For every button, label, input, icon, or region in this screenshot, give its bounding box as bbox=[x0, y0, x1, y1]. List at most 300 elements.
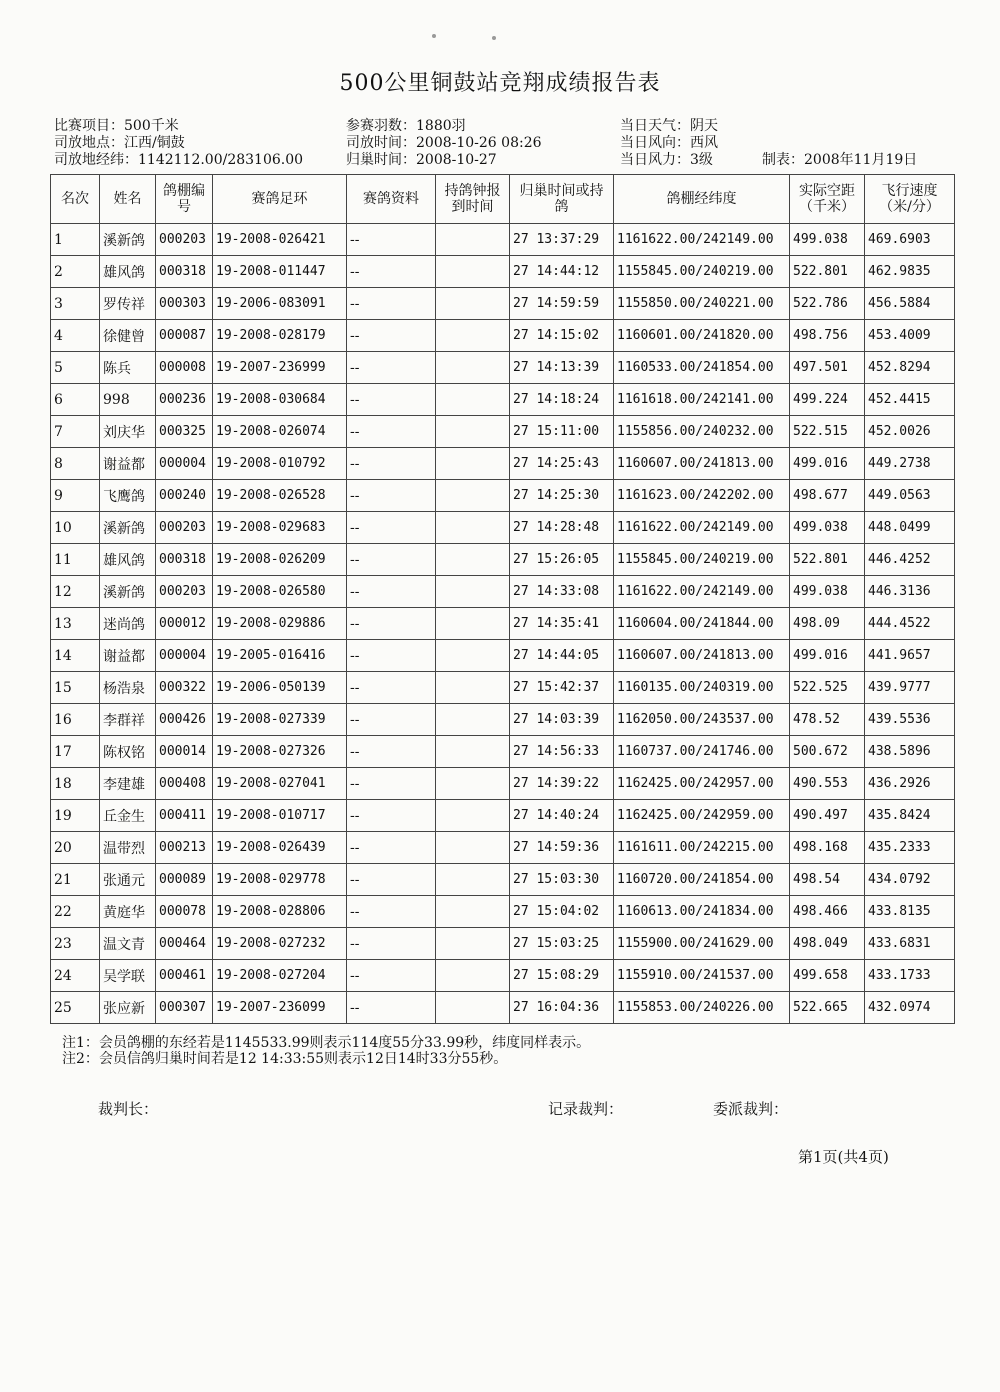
distance-cell: 499.224 bbox=[790, 384, 865, 416]
name-cell: 温带烈 bbox=[100, 832, 156, 864]
rank-cell: 13 bbox=[51, 608, 100, 640]
release-location-label: 司放地点： bbox=[54, 135, 124, 151]
loft-coordinates-cell: 1161618.00/242141.00 bbox=[614, 384, 790, 416]
loft-id-cell: 000089 bbox=[156, 864, 213, 896]
rank-cell: 7 bbox=[51, 416, 100, 448]
ring-number-cell: 19-2008-010792 bbox=[213, 448, 347, 480]
pigeon-info-cell: -- bbox=[347, 416, 436, 448]
rank-cell: 2 bbox=[51, 256, 100, 288]
loft-coordinates-cell: 1161623.00/242202.00 bbox=[614, 480, 790, 512]
loft-id-cell: 000236 bbox=[156, 384, 213, 416]
arrival-time-cell: 27 14:25:30 bbox=[510, 480, 614, 512]
arrival-time-cell: 27 15:42:37 bbox=[510, 672, 614, 704]
table-row bbox=[51, 384, 955, 416]
distance-cell: 498.168 bbox=[790, 832, 865, 864]
loft-coordinates-cell: 1155845.00/240219.00 bbox=[614, 544, 790, 576]
loft-id-cell: 000318 bbox=[156, 544, 213, 576]
table-row bbox=[51, 672, 955, 704]
arrival-time-cell: 27 15:08:29 bbox=[510, 960, 614, 992]
name-cell: 温文青 bbox=[100, 928, 156, 960]
arrival-time-cell: 27 14:39:22 bbox=[510, 768, 614, 800]
speed-cell: 438.5896 bbox=[865, 736, 955, 768]
loft-id-cell: 000078 bbox=[156, 896, 213, 928]
clock-report-cell bbox=[436, 576, 510, 608]
name-cell: 刘庆华 bbox=[100, 416, 156, 448]
pigeon-info-cell: -- bbox=[347, 960, 436, 992]
name-cell: 罗传祥 bbox=[100, 288, 156, 320]
table-row bbox=[51, 704, 955, 736]
distance-cell: 522.801 bbox=[790, 544, 865, 576]
rank-cell: 3 bbox=[51, 288, 100, 320]
name-cell: 飞鹰鸽 bbox=[100, 480, 156, 512]
speed-cell: 435.2333 bbox=[865, 832, 955, 864]
loft-coordinates-cell: 1160135.00/240319.00 bbox=[614, 672, 790, 704]
table-header-row bbox=[51, 175, 955, 224]
ring-number-cell: 19-2008-027204 bbox=[213, 960, 347, 992]
distance-cell: 498.049 bbox=[790, 928, 865, 960]
ring-number-cell: 19-2008-027326 bbox=[213, 736, 347, 768]
arrival-time-cell: 27 15:04:02 bbox=[510, 896, 614, 928]
pigeon-info-cell: -- bbox=[347, 640, 436, 672]
footnote-1: 注1：会员鸽棚的东经若是1145533.99则表示114度55分33.99秒，纬度同样表示。 bbox=[62, 1035, 591, 1051]
distance-cell: 522.801 bbox=[790, 256, 865, 288]
pigeon-info-cell: -- bbox=[347, 992, 436, 1024]
loft-id-cell: 000307 bbox=[156, 992, 213, 1024]
arrival-time-cell: 27 14:59:36 bbox=[510, 832, 614, 864]
release-coordinates-label: 司放地经纬： bbox=[54, 152, 138, 168]
ring-number-cell: 19-2008-029683 bbox=[213, 512, 347, 544]
name-cell: 雄风鸽 bbox=[100, 544, 156, 576]
arrival-time-cell: 27 15:26:05 bbox=[510, 544, 614, 576]
pigeon-info-cell: -- bbox=[347, 256, 436, 288]
rank-cell: 17 bbox=[51, 736, 100, 768]
footnotes bbox=[62, 1035, 590, 1067]
release-coordinates bbox=[54, 152, 303, 169]
rank-cell: 20 bbox=[51, 832, 100, 864]
column-header: 鸽棚编号 bbox=[156, 175, 213, 224]
clock-report-cell bbox=[436, 928, 510, 960]
speed-cell: 453.4009 bbox=[865, 320, 955, 352]
pigeon-info-cell: -- bbox=[347, 384, 436, 416]
column-header: 鸽棚经纬度 bbox=[614, 175, 790, 224]
name-cell: 吴学联 bbox=[100, 960, 156, 992]
column-header: 持鸽钟报到时间 bbox=[436, 175, 510, 224]
paper-speck bbox=[432, 34, 436, 38]
loft-id-cell: 000012 bbox=[156, 608, 213, 640]
clock-report-cell bbox=[436, 704, 510, 736]
pigeon-info-cell: -- bbox=[347, 864, 436, 896]
loft-id-cell: 000240 bbox=[156, 480, 213, 512]
table-made-date bbox=[762, 152, 917, 169]
arrival-time-cell: 27 14:44:05 bbox=[510, 640, 614, 672]
speed-cell: 435.8424 bbox=[865, 800, 955, 832]
distance-cell: 499.038 bbox=[790, 512, 865, 544]
clock-report-cell bbox=[436, 512, 510, 544]
footnote-2: 注2：会员信鸽归巢时间若是12 14:33:55则表示12日14时33分55秒。 bbox=[62, 1051, 508, 1067]
speed-cell: 452.8294 bbox=[865, 352, 955, 384]
ring-number-cell: 19-2008-010717 bbox=[213, 800, 347, 832]
distance-cell: 522.786 bbox=[790, 288, 865, 320]
ring-number-cell: 19-2008-026580 bbox=[213, 576, 347, 608]
table-row bbox=[51, 224, 955, 256]
rank-cell: 22 bbox=[51, 896, 100, 928]
loft-coordinates-cell: 1155845.00/240219.00 bbox=[614, 256, 790, 288]
speed-cell: 432.0974 bbox=[865, 992, 955, 1024]
wind-direction bbox=[620, 135, 718, 152]
column-header: 名次 bbox=[51, 175, 100, 224]
distance-cell: 498.756 bbox=[790, 320, 865, 352]
table-row bbox=[51, 832, 955, 864]
rank-cell: 9 bbox=[51, 480, 100, 512]
loft-id-cell: 000303 bbox=[156, 288, 213, 320]
name-cell: 谢益都 bbox=[100, 640, 156, 672]
name-cell: 李建雄 bbox=[100, 768, 156, 800]
rank-cell: 4 bbox=[51, 320, 100, 352]
ring-number-cell: 19-2008-029778 bbox=[213, 864, 347, 896]
pigeon-info-cell: -- bbox=[347, 928, 436, 960]
clock-report-cell bbox=[436, 448, 510, 480]
recording-judge-label: 记录裁判： bbox=[548, 1100, 624, 1118]
table-row bbox=[51, 960, 955, 992]
ring-number-cell: 19-2006-083091 bbox=[213, 288, 347, 320]
pigeon-info-cell: -- bbox=[347, 288, 436, 320]
pigeon-info-cell: -- bbox=[347, 896, 436, 928]
made-date-value: 2008年11月19日 bbox=[804, 152, 918, 168]
distance-cell: 490.497 bbox=[790, 800, 865, 832]
rank-cell: 6 bbox=[51, 384, 100, 416]
loft-id-cell: 000004 bbox=[156, 448, 213, 480]
pigeon-info-cell: -- bbox=[347, 736, 436, 768]
ring-number-cell: 19-2008-028179 bbox=[213, 320, 347, 352]
clock-report-cell bbox=[436, 832, 510, 864]
clock-report-cell bbox=[436, 256, 510, 288]
loft-coordinates-cell: 1160607.00/241813.00 bbox=[614, 640, 790, 672]
loft-coordinates-cell: 1160720.00/241854.00 bbox=[614, 864, 790, 896]
speed-cell: 452.0026 bbox=[865, 416, 955, 448]
loft-coordinates-cell: 1155853.00/240226.00 bbox=[614, 992, 790, 1024]
rank-cell: 25 bbox=[51, 992, 100, 1024]
name-cell: 溪新鸽 bbox=[100, 576, 156, 608]
speed-cell: 449.0563 bbox=[865, 480, 955, 512]
distance-cell: 499.658 bbox=[790, 960, 865, 992]
clock-report-cell bbox=[436, 608, 510, 640]
arrival-time-cell: 27 15:03:30 bbox=[510, 864, 614, 896]
table-body bbox=[51, 224, 955, 1024]
column-header: 实际空距（千米） bbox=[790, 175, 865, 224]
loft-coordinates-cell: 1155900.00/241629.00 bbox=[614, 928, 790, 960]
rank-cell: 18 bbox=[51, 768, 100, 800]
release-time-value: 2008-10-26 08:26 bbox=[416, 135, 542, 151]
name-cell: 雄风鸽 bbox=[100, 256, 156, 288]
distance-cell: 498.09 bbox=[790, 608, 865, 640]
loft-id-cell: 000461 bbox=[156, 960, 213, 992]
speed-cell: 449.2738 bbox=[865, 448, 955, 480]
table-row bbox=[51, 800, 955, 832]
ring-number-cell: 19-2008-027339 bbox=[213, 704, 347, 736]
arrival-time-cell: 27 14:35:41 bbox=[510, 608, 614, 640]
name-cell: 张应新 bbox=[100, 992, 156, 1024]
ring-number-cell: 19-2008-029886 bbox=[213, 608, 347, 640]
distance-cell: 499.038 bbox=[790, 576, 865, 608]
table-row bbox=[51, 928, 955, 960]
distance-cell: 499.016 bbox=[790, 640, 865, 672]
name-cell: 溪新鸽 bbox=[100, 224, 156, 256]
loft-id-cell: 000014 bbox=[156, 736, 213, 768]
name-cell: 陈兵 bbox=[100, 352, 156, 384]
table-row bbox=[51, 288, 955, 320]
arrival-time-cell: 27 13:37:29 bbox=[510, 224, 614, 256]
speed-cell: 446.4252 bbox=[865, 544, 955, 576]
speed-cell: 439.5536 bbox=[865, 704, 955, 736]
ring-number-cell: 19-2006-050139 bbox=[213, 672, 347, 704]
chief-judge-label: 裁判长： bbox=[98, 1100, 159, 1118]
loft-id-cell: 000411 bbox=[156, 800, 213, 832]
entry-count bbox=[346, 118, 542, 135]
wind-force-value: 3级 bbox=[690, 152, 713, 168]
pigeon-info-cell: -- bbox=[347, 768, 436, 800]
table-row bbox=[51, 864, 955, 896]
distance-cell: 522.515 bbox=[790, 416, 865, 448]
column-header: 赛鸽资料 bbox=[347, 175, 436, 224]
arrival-time-cell: 27 14:56:33 bbox=[510, 736, 614, 768]
table-row bbox=[51, 320, 955, 352]
name-cell: 溪新鸽 bbox=[100, 512, 156, 544]
rank-cell: 24 bbox=[51, 960, 100, 992]
wind-force bbox=[620, 152, 718, 169]
pigeon-info-cell: -- bbox=[347, 704, 436, 736]
arrival-time-cell: 27 14:25:43 bbox=[510, 448, 614, 480]
loft-coordinates-cell: 1162425.00/242959.00 bbox=[614, 800, 790, 832]
race-info-col-2 bbox=[346, 118, 542, 169]
distance-cell: 498.54 bbox=[790, 864, 865, 896]
table-row bbox=[51, 736, 955, 768]
loft-id-cell: 000203 bbox=[156, 512, 213, 544]
entry-count-label: 参赛羽数： bbox=[346, 118, 416, 134]
distance-cell: 522.525 bbox=[790, 672, 865, 704]
clock-report-cell bbox=[436, 320, 510, 352]
pigeon-info-cell: -- bbox=[347, 832, 436, 864]
loft-coordinates-cell: 1161622.00/242149.00 bbox=[614, 224, 790, 256]
loft-coordinates-cell: 1161622.00/242149.00 bbox=[614, 576, 790, 608]
column-header: 姓名 bbox=[100, 175, 156, 224]
rank-cell: 8 bbox=[51, 448, 100, 480]
arrival-time-cell: 27 14:59:59 bbox=[510, 288, 614, 320]
loft-id-cell: 000318 bbox=[156, 256, 213, 288]
table-row bbox=[51, 640, 955, 672]
distance-cell: 499.016 bbox=[790, 448, 865, 480]
loft-id-cell: 000004 bbox=[156, 640, 213, 672]
ring-number-cell: 19-2007-236099 bbox=[213, 992, 347, 1024]
column-header: 飞行速度（米/分） bbox=[865, 175, 955, 224]
loft-coordinates-cell: 1160601.00/241820.00 bbox=[614, 320, 790, 352]
speed-cell: 434.0792 bbox=[865, 864, 955, 896]
loft-id-cell: 000464 bbox=[156, 928, 213, 960]
race-item-value: 500千米 bbox=[124, 118, 179, 134]
rank-cell: 19 bbox=[51, 800, 100, 832]
table-row bbox=[51, 576, 955, 608]
name-cell: 黄庭华 bbox=[100, 896, 156, 928]
entry-count-value: 1880羽 bbox=[416, 118, 466, 134]
loft-coordinates-cell: 1155850.00/240221.00 bbox=[614, 288, 790, 320]
ring-number-cell: 19-2005-016416 bbox=[213, 640, 347, 672]
pigeon-info-cell: -- bbox=[347, 576, 436, 608]
speed-cell: 433.6831 bbox=[865, 928, 955, 960]
race-item-label: 比赛项目： bbox=[54, 118, 124, 134]
race-info-col-1 bbox=[54, 118, 303, 169]
rank-cell: 10 bbox=[51, 512, 100, 544]
table-row bbox=[51, 480, 955, 512]
name-cell: 迷尚鸽 bbox=[100, 608, 156, 640]
return-time-label: 归巢时间： bbox=[346, 152, 416, 168]
release-time-label: 司放时间： bbox=[346, 135, 416, 151]
rank-cell: 5 bbox=[51, 352, 100, 384]
arrival-time-cell: 27 14:44:12 bbox=[510, 256, 614, 288]
clock-report-cell bbox=[436, 960, 510, 992]
table-row bbox=[51, 512, 955, 544]
pigeon-info-cell: -- bbox=[347, 608, 436, 640]
distance-cell: 478.52 bbox=[790, 704, 865, 736]
clock-report-cell bbox=[436, 992, 510, 1024]
name-cell: 张通元 bbox=[100, 864, 156, 896]
table-row bbox=[51, 608, 955, 640]
rank-cell: 1 bbox=[51, 224, 100, 256]
page-title: 500公里铜鼓站竞翔成绩报告表 bbox=[339, 71, 661, 96]
table-row bbox=[51, 352, 955, 384]
clock-report-cell bbox=[436, 800, 510, 832]
loft-coordinates-cell: 1155910.00/241537.00 bbox=[614, 960, 790, 992]
speed-cell: 452.4415 bbox=[865, 384, 955, 416]
distance-cell: 499.038 bbox=[790, 224, 865, 256]
loft-id-cell: 000325 bbox=[156, 416, 213, 448]
loft-coordinates-cell: 1160607.00/241813.00 bbox=[614, 448, 790, 480]
speed-cell: 462.9835 bbox=[865, 256, 955, 288]
pigeon-info-cell: -- bbox=[347, 480, 436, 512]
table-row bbox=[51, 416, 955, 448]
clock-report-cell bbox=[436, 288, 510, 320]
ring-number-cell: 19-2008-027232 bbox=[213, 928, 347, 960]
ring-number-cell: 19-2008-026421 bbox=[213, 224, 347, 256]
ring-number-cell: 19-2008-028806 bbox=[213, 896, 347, 928]
speed-cell: 444.4522 bbox=[865, 608, 955, 640]
name-cell: 丘金生 bbox=[100, 800, 156, 832]
race-info-col-3 bbox=[620, 118, 718, 169]
column-header: 归巢时间或持鸽 bbox=[510, 175, 614, 224]
speed-cell: 441.9657 bbox=[865, 640, 955, 672]
pigeon-info-cell: -- bbox=[347, 544, 436, 576]
arrival-time-cell: 27 14:40:24 bbox=[510, 800, 614, 832]
clock-report-cell bbox=[436, 352, 510, 384]
column-header: 赛鸽足环 bbox=[213, 175, 347, 224]
arrival-time-cell: 27 14:33:08 bbox=[510, 576, 614, 608]
loft-coordinates-cell: 1160737.00/241746.00 bbox=[614, 736, 790, 768]
pigeon-info-cell: -- bbox=[347, 352, 436, 384]
table-row bbox=[51, 448, 955, 480]
loft-coordinates-cell: 1160533.00/241854.00 bbox=[614, 352, 790, 384]
distance-cell: 498.466 bbox=[790, 896, 865, 928]
ring-number-cell: 19-2008-026528 bbox=[213, 480, 347, 512]
return-time-value: 2008-10-27 bbox=[416, 152, 497, 168]
clock-report-cell bbox=[436, 480, 510, 512]
loft-coordinates-cell: 1160613.00/241834.00 bbox=[614, 896, 790, 928]
wind-force-label: 当日风力： bbox=[620, 152, 690, 168]
name-cell: 徐健曾 bbox=[100, 320, 156, 352]
table-row bbox=[51, 256, 955, 288]
loft-id-cell: 000008 bbox=[156, 352, 213, 384]
table-row bbox=[51, 896, 955, 928]
weather-label: 当日天气： bbox=[620, 118, 690, 134]
loft-id-cell: 000322 bbox=[156, 672, 213, 704]
clock-report-cell bbox=[436, 896, 510, 928]
speed-cell: 448.0499 bbox=[865, 512, 955, 544]
name-cell: 998 bbox=[100, 384, 156, 416]
speed-cell: 446.3136 bbox=[865, 576, 955, 608]
pigeon-info-cell: -- bbox=[347, 448, 436, 480]
clock-report-cell bbox=[436, 384, 510, 416]
race-item bbox=[54, 118, 303, 135]
ring-number-cell: 19-2008-026209 bbox=[213, 544, 347, 576]
results-table bbox=[50, 174, 955, 1024]
loft-id-cell: 000203 bbox=[156, 224, 213, 256]
clock-report-cell bbox=[436, 736, 510, 768]
speed-cell: 469.6903 bbox=[865, 224, 955, 256]
rank-cell: 16 bbox=[51, 704, 100, 736]
rank-cell: 15 bbox=[51, 672, 100, 704]
loft-coordinates-cell: 1161611.00/242215.00 bbox=[614, 832, 790, 864]
loft-id-cell: 000408 bbox=[156, 768, 213, 800]
clock-report-cell bbox=[436, 672, 510, 704]
loft-coordinates-cell: 1160604.00/241844.00 bbox=[614, 608, 790, 640]
speed-cell: 456.5884 bbox=[865, 288, 955, 320]
ring-number-cell: 19-2008-027041 bbox=[213, 768, 347, 800]
name-cell: 陈权铭 bbox=[100, 736, 156, 768]
clock-report-cell bbox=[436, 544, 510, 576]
pigeon-info-cell: -- bbox=[347, 512, 436, 544]
paper-speck bbox=[492, 36, 496, 40]
release-location-value: 江西/铜鼓 bbox=[124, 135, 185, 151]
ring-number-cell: 19-2008-011447 bbox=[213, 256, 347, 288]
clock-report-cell bbox=[436, 224, 510, 256]
ring-number-cell: 19-2008-026074 bbox=[213, 416, 347, 448]
pigeon-info-cell: -- bbox=[347, 320, 436, 352]
wind-direction-value: 西风 bbox=[690, 135, 718, 151]
loft-id-cell: 000087 bbox=[156, 320, 213, 352]
speed-cell: 439.9777 bbox=[865, 672, 955, 704]
ring-number-cell: 19-2008-030684 bbox=[213, 384, 347, 416]
name-cell: 李群祥 bbox=[100, 704, 156, 736]
arrival-time-cell: 27 14:03:39 bbox=[510, 704, 614, 736]
ring-number-cell: 19-2007-236999 bbox=[213, 352, 347, 384]
rank-cell: 21 bbox=[51, 864, 100, 896]
arrival-time-cell: 27 15:03:25 bbox=[510, 928, 614, 960]
name-cell: 杨浩泉 bbox=[100, 672, 156, 704]
clock-report-cell bbox=[436, 416, 510, 448]
clock-report-cell bbox=[436, 768, 510, 800]
pigeon-info-cell: -- bbox=[347, 672, 436, 704]
arrival-time-cell: 27 16:04:36 bbox=[510, 992, 614, 1024]
loft-id-cell: 000203 bbox=[156, 576, 213, 608]
loft-coordinates-cell: 1155856.00/240232.00 bbox=[614, 416, 790, 448]
arrival-time-cell: 27 14:15:02 bbox=[510, 320, 614, 352]
delegated-judge-label: 委派裁判： bbox=[713, 1100, 789, 1118]
arrival-time-cell: 27 14:13:39 bbox=[510, 352, 614, 384]
distance-cell: 497.501 bbox=[790, 352, 865, 384]
rank-cell: 12 bbox=[51, 576, 100, 608]
arrival-time-cell: 27 14:28:48 bbox=[510, 512, 614, 544]
distance-cell: 522.665 bbox=[790, 992, 865, 1024]
weather-value: 阴天 bbox=[690, 118, 718, 134]
loft-coordinates-cell: 1162050.00/243537.00 bbox=[614, 704, 790, 736]
ring-number-cell: 19-2008-026439 bbox=[213, 832, 347, 864]
